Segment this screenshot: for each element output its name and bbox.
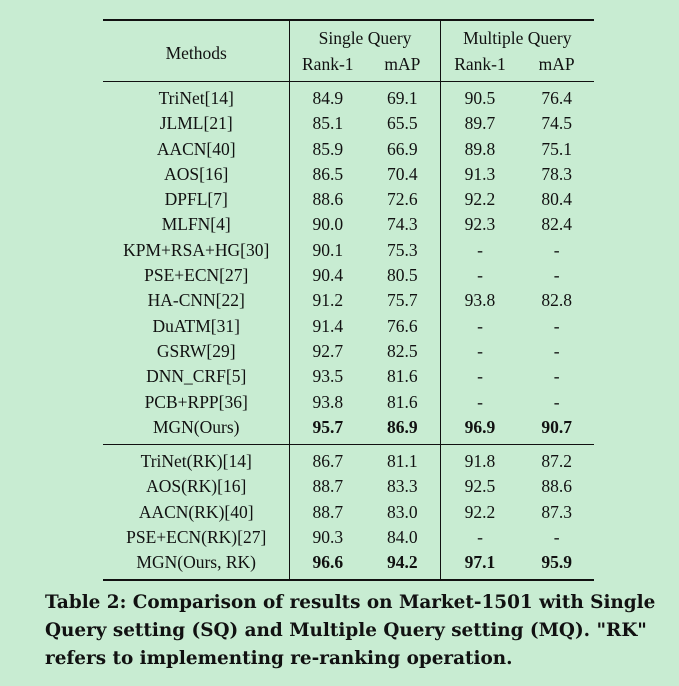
mq-map-cell: - <box>553 315 560 336</box>
mq-rank1-cell: 89.7 <box>464 113 496 134</box>
sq-rank1-cell: 90.4 <box>312 265 344 286</box>
table-row <box>103 314 594 339</box>
method-cell: KPM+RSA+HG[30] <box>103 238 290 263</box>
sq-rank1-cell: 92.7 <box>312 340 344 361</box>
sq-rank1-cell: 96.6 <box>290 550 365 579</box>
sq-rank1-cell: 91.4 <box>312 315 344 336</box>
mq-map-cell: 76.4 <box>519 82 594 112</box>
mq-map-header: mAP <box>538 54 575 74</box>
sq-map-cell: 66.9 <box>365 137 440 162</box>
mq-rank1-cell: 97.1 <box>440 550 519 579</box>
mq-rank1-cell: - <box>477 315 483 336</box>
sq-rank1-cell: 90.0 <box>312 214 344 235</box>
mq-map-cell: - <box>553 391 560 412</box>
sq-rank1-cell: 88.6 <box>312 189 344 210</box>
table-row <box>103 187 594 212</box>
method-cell: AACN[40] <box>103 137 290 162</box>
sq-map-cell: 70.4 <box>365 162 440 187</box>
sq-map-cell: 81.6 <box>365 390 440 415</box>
method-cell: MGN(Ours) <box>103 415 290 445</box>
method-cell: PCB+RPP[36] <box>103 390 290 415</box>
sq-map-cell: 74.3 <box>365 212 440 237</box>
mq-rank1-cell: 91.8 <box>440 445 519 475</box>
table-header <box>103 20 594 82</box>
mq-rank1-cell: 91.3 <box>464 163 496 184</box>
sq-rank1-header: Rank-1 <box>302 54 354 74</box>
method-cell: HA-CNN[22] <box>103 288 290 313</box>
sq-rank1-cell: 85.1 <box>312 113 344 134</box>
mq-map-cell: 95.9 <box>519 550 594 579</box>
mq-rank1-header: Rank-1 <box>454 54 506 74</box>
mq-map-cell: - <box>553 239 560 260</box>
mq-map-cell: - <box>553 265 560 286</box>
mq-rank1-cell: 90.5 <box>440 82 519 112</box>
table-row <box>103 445 594 475</box>
sq-map-cell: 84.0 <box>365 525 440 550</box>
table-row <box>103 111 594 136</box>
method-cell: AACN(RK)[40] <box>103 500 290 525</box>
mq-rank1-cell: 96.9 <box>464 416 496 437</box>
sq-rank1-cell: 93.5 <box>312 366 344 387</box>
method-cell: TriNet(RK)[14] <box>103 445 290 475</box>
table-row <box>103 137 594 162</box>
results-table-container <box>103 19 594 581</box>
table-row <box>103 162 594 187</box>
sq-rank1-cell: 86.7 <box>290 445 365 475</box>
sq-rank1-cell: 91.2 <box>312 290 344 311</box>
sq-map-cell: 76.6 <box>365 314 440 339</box>
mq-rank1-cell: 92.2 <box>464 189 496 210</box>
mq-rank1-cell: - <box>477 366 483 387</box>
table-row <box>103 238 594 263</box>
table-row <box>103 415 594 445</box>
method-cell: MGN(Ours, RK) <box>103 550 290 579</box>
multiple-query-header: Multiple Query <box>440 20 594 51</box>
method-cell: AOS(RK)[16] <box>103 474 290 499</box>
mq-rank1-cell: 92.2 <box>464 501 496 522</box>
sq-map-header: mAP <box>365 51 440 82</box>
table-caption: Table 2: Comparison of results on Market-1501 with Single Query setting (SQ) and Multiple Query setting (MQ). "RK" refers to implementing re-ranking operation. <box>45 592 656 669</box>
sq-map-cell: 69.1 <box>365 82 440 112</box>
table-row <box>103 82 594 112</box>
method-cell: PSE+ECN(RK)[27] <box>103 525 290 550</box>
sq-map-cell: 83.0 <box>365 500 440 525</box>
table-body-reranking <box>103 445 594 580</box>
header-row-groups <box>103 20 594 51</box>
mq-rank1-cell: - <box>477 391 483 412</box>
mq-rank1-cell: 89.8 <box>464 138 496 159</box>
mq-map-cell: - <box>553 366 560 387</box>
table-row <box>103 339 594 364</box>
mq-rank1-cell: 92.3 <box>464 214 496 235</box>
method-cell: DuATM[31] <box>103 314 290 339</box>
table-row <box>103 390 594 415</box>
method-cell: DNN_CRF[5] <box>103 364 290 389</box>
sq-rank1-cell: 90.1 <box>312 239 344 260</box>
method-cell: JLML[21] <box>103 111 290 136</box>
mq-rank1-cell: - <box>477 527 483 548</box>
method-cell: DPFL[7] <box>103 187 290 212</box>
mq-map-cell: 87.3 <box>541 501 572 522</box>
sq-map-cell: 72.6 <box>365 187 440 212</box>
table-row <box>103 212 594 237</box>
sq-map-cell: 75.3 <box>365 238 440 263</box>
sq-rank1-cell: 88.7 <box>312 476 344 497</box>
mq-rank1-cell: - <box>477 239 483 260</box>
sq-rank1-cell: 88.7 <box>312 501 344 522</box>
method-cell: AOS[16] <box>103 162 290 187</box>
mq-map-cell: - <box>553 527 560 548</box>
sq-map-cell: 81.6 <box>365 364 440 389</box>
mq-map-cell: 87.2 <box>519 445 594 475</box>
mq-rank1-cell: 93.8 <box>464 290 496 311</box>
table-row <box>103 263 594 288</box>
method-cell: PSE+ECN[27] <box>103 263 290 288</box>
sq-map-cell: 86.9 <box>365 415 440 445</box>
sq-map-cell: 83.3 <box>365 474 440 499</box>
sq-map-cell: 75.7 <box>365 288 440 313</box>
mq-map-cell: - <box>553 340 560 361</box>
sq-rank1-cell: 95.7 <box>312 416 344 437</box>
table-body-main <box>103 82 594 445</box>
mq-map-cell: 82.8 <box>541 290 572 311</box>
method-cell: MLFN[4] <box>103 212 290 237</box>
mq-map-cell: 90.7 <box>541 416 572 437</box>
mq-map-cell: 82.4 <box>541 214 572 235</box>
sq-map-cell: 65.5 <box>365 111 440 136</box>
mq-rank1-cell: - <box>477 340 483 361</box>
mq-map-cell: 80.4 <box>541 189 572 210</box>
sq-map-cell: 81.1 <box>365 445 440 475</box>
table-row <box>103 500 594 525</box>
table-row <box>103 550 594 579</box>
method-cell: TriNet[14] <box>103 82 290 112</box>
table-row <box>103 364 594 389</box>
sq-map-cell: 82.5 <box>365 339 440 364</box>
sq-rank1-cell: 86.5 <box>312 163 344 184</box>
methods-header: Methods <box>103 20 290 82</box>
mq-map-cell: 78.3 <box>541 163 572 184</box>
sq-map-cell: 80.5 <box>365 263 440 288</box>
method-cell: GSRW[29] <box>103 339 290 364</box>
results-table <box>103 19 594 581</box>
mq-rank1-cell: 92.5 <box>464 476 496 497</box>
mq-rank1-cell: - <box>477 265 483 286</box>
mq-map-cell: 88.6 <box>541 476 572 497</box>
mq-map-cell: 74.5 <box>541 113 572 134</box>
table-row <box>103 525 594 550</box>
sq-rank1-cell: 85.9 <box>312 138 344 159</box>
table-row <box>103 288 594 313</box>
sq-rank1-cell: 93.8 <box>312 391 344 412</box>
mq-map-cell: 75.1 <box>541 138 572 159</box>
table-row <box>103 474 594 499</box>
sq-rank1-cell: 84.9 <box>290 82 365 112</box>
sq-map-cell: 94.2 <box>365 550 440 579</box>
single-query-header: Single Query <box>290 20 440 51</box>
sq-rank1-cell: 90.3 <box>312 527 344 548</box>
